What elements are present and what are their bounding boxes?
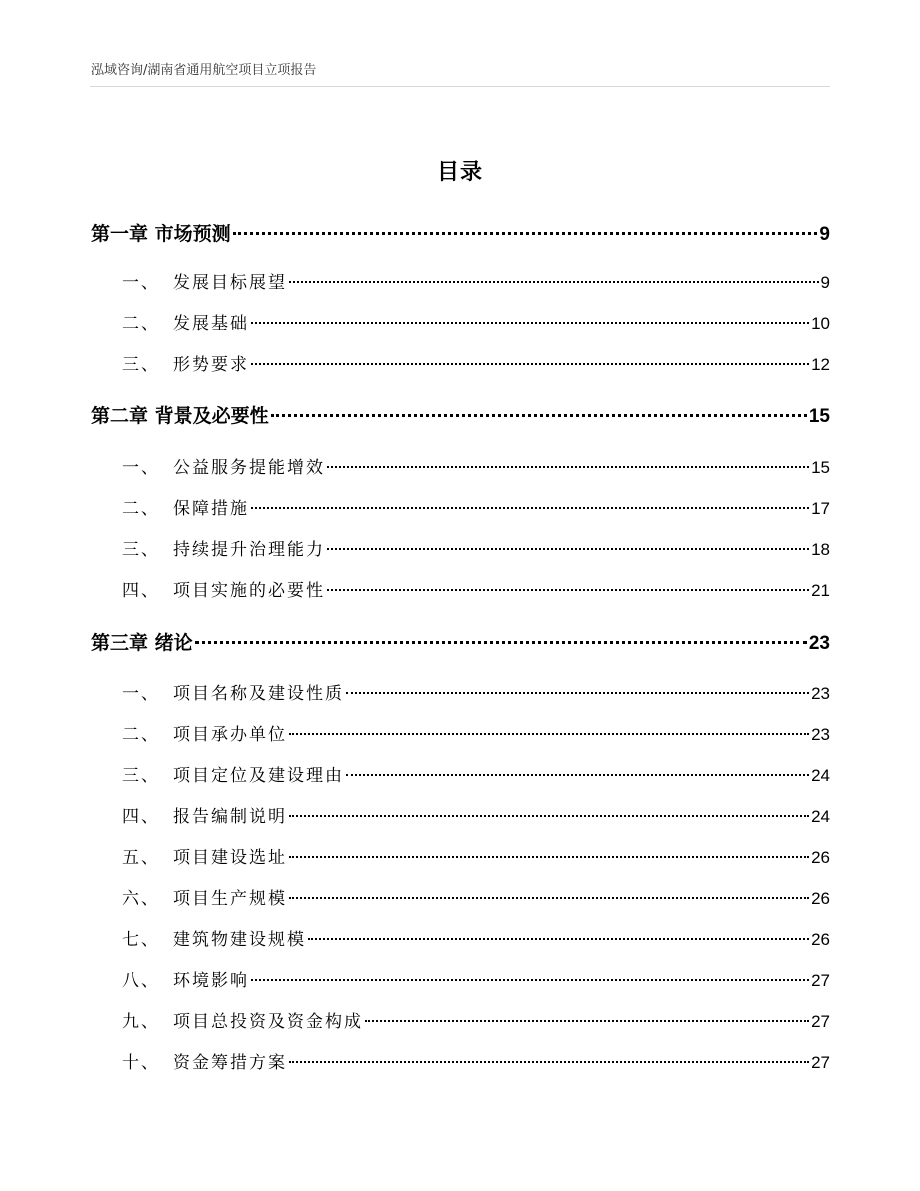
toc-section-title: 项目建设选址 (173, 848, 287, 868)
toc-chapter-title: 第二章 背景及必要性 (91, 405, 269, 427)
toc-section-number: 四、 (122, 581, 160, 601)
toc-section-entry[interactable] (122, 682, 830, 706)
dot-leader (289, 856, 809, 858)
toc-page-number: 10 (811, 314, 830, 333)
toc-section-entry[interactable] (122, 846, 830, 870)
dot-leader (251, 507, 809, 509)
toc-section-number: 一、 (122, 684, 160, 704)
toc-section-number: 八、 (122, 971, 160, 991)
toc-section-title: 环境影响 (173, 971, 249, 991)
toc-section-entry[interactable] (122, 456, 830, 480)
toc-section-entry[interactable] (122, 764, 830, 788)
dot-leader (327, 466, 809, 468)
toc-section-number: 一、 (122, 458, 160, 478)
toc-section-title: 建筑物建设规模 (173, 930, 306, 950)
toc-title: 目录 (436, 160, 483, 185)
toc-page-number: 26 (811, 889, 830, 908)
toc-section-number: 三、 (122, 540, 160, 560)
toc-section-number: 四、 (122, 807, 160, 827)
toc-page-number: 27 (811, 971, 830, 990)
dot-leader (308, 938, 809, 940)
toc-page-number: 23 (811, 684, 830, 703)
toc-chapter-entry[interactable] (91, 220, 830, 249)
toc-section-number: 二、 (122, 314, 160, 334)
toc-section-number: 九、 (122, 1012, 160, 1032)
toc-section-number: 六、 (122, 889, 160, 909)
toc-section-title: 项目生产规模 (173, 889, 287, 909)
dot-leader (327, 589, 809, 591)
dot-leader (365, 1020, 809, 1022)
dot-leader (251, 322, 809, 324)
dot-leader (346, 774, 809, 776)
toc-section-entry[interactable] (122, 312, 830, 336)
toc-chapter-title: 第一章 市场预测 (91, 223, 231, 245)
toc-chapter-entry[interactable] (91, 402, 830, 431)
toc-page-number: 15 (811, 458, 830, 477)
toc-section-title: 报告编制说明 (173, 807, 287, 827)
toc-section-entry[interactable] (122, 353, 830, 377)
toc-chapter-title: 第三章 绪论 (91, 632, 193, 654)
dot-leader (346, 692, 809, 694)
toc-page-number: 24 (811, 766, 830, 785)
toc-page-number: 23 (808, 633, 830, 654)
toc-page-number: 9 (820, 273, 830, 292)
toc-section-number: 三、 (122, 766, 160, 786)
toc-section-title: 项目总投资及资金构成 (173, 1012, 363, 1032)
toc-section-number: 五、 (122, 848, 160, 868)
dot-leader (327, 548, 809, 550)
toc-section-entry[interactable] (122, 887, 830, 911)
toc-section-number: 一、 (122, 273, 160, 293)
toc-section-number: 二、 (122, 499, 160, 519)
toc-page-number: 24 (811, 807, 830, 826)
toc-page-number: 15 (808, 406, 830, 427)
dot-leader (289, 897, 809, 899)
toc-page-number: 21 (811, 581, 830, 600)
toc-section-title: 发展目标展望 (173, 273, 287, 293)
toc-section-title: 项目承办单位 (173, 725, 287, 745)
toc-section-title: 项目定位及建设理由 (173, 766, 344, 786)
toc-section-title: 项目名称及建设性质 (173, 684, 344, 704)
toc-section-number: 七、 (122, 930, 160, 950)
dot-leader (289, 815, 809, 817)
toc-section-entry[interactable] (122, 579, 830, 603)
toc-section-entry[interactable] (122, 497, 830, 521)
header-divider (90, 86, 830, 87)
toc-page-number: 26 (811, 848, 830, 867)
toc-section-title: 项目实施的必要性 (173, 581, 325, 601)
toc-chapter-entry[interactable] (91, 629, 830, 658)
toc-page-number: 18 (811, 540, 830, 559)
toc-section-entry[interactable] (122, 928, 830, 952)
dot-leader (251, 363, 809, 365)
dot-leader (233, 232, 818, 235)
toc-section-title: 保障措施 (173, 499, 249, 519)
toc-section-entry[interactable] (122, 723, 830, 747)
dot-leader (251, 979, 809, 981)
toc-section-title: 发展基础 (173, 314, 249, 334)
toc-section-entry[interactable] (122, 1010, 830, 1034)
toc-page-number: 23 (811, 725, 830, 744)
toc-page-number: 17 (811, 499, 830, 518)
page-header: 泓域咨询/湖南省通用航空项目立项报告 (91, 63, 317, 78)
toc-section-entry[interactable] (122, 969, 830, 993)
toc-section-entry[interactable] (122, 271, 830, 295)
dot-leader (289, 1061, 809, 1063)
dot-leader (289, 733, 809, 735)
toc-section-number: 二、 (122, 725, 160, 745)
dot-leader (195, 641, 807, 644)
toc-page-number: 12 (811, 355, 830, 374)
dot-leader (271, 414, 807, 417)
toc-page-number: 26 (811, 930, 830, 949)
dot-leader (289, 281, 819, 283)
toc-section-entry[interactable] (122, 1051, 830, 1075)
toc-section-title: 形势要求 (173, 355, 249, 375)
toc-page-number: 27 (811, 1012, 830, 1031)
toc-page-number: 9 (819, 224, 830, 245)
toc-section-title: 资金筹措方案 (173, 1053, 287, 1073)
toc-section-number: 十、 (122, 1053, 160, 1073)
toc-section-title: 持续提升治理能力 (173, 540, 325, 560)
toc-section-title: 公益服务提能增效 (173, 458, 325, 478)
toc-page-number: 27 (811, 1053, 830, 1072)
toc-section-entry[interactable] (122, 538, 830, 562)
toc-section-number: 三、 (122, 355, 160, 375)
toc-section-entry[interactable] (122, 805, 830, 829)
